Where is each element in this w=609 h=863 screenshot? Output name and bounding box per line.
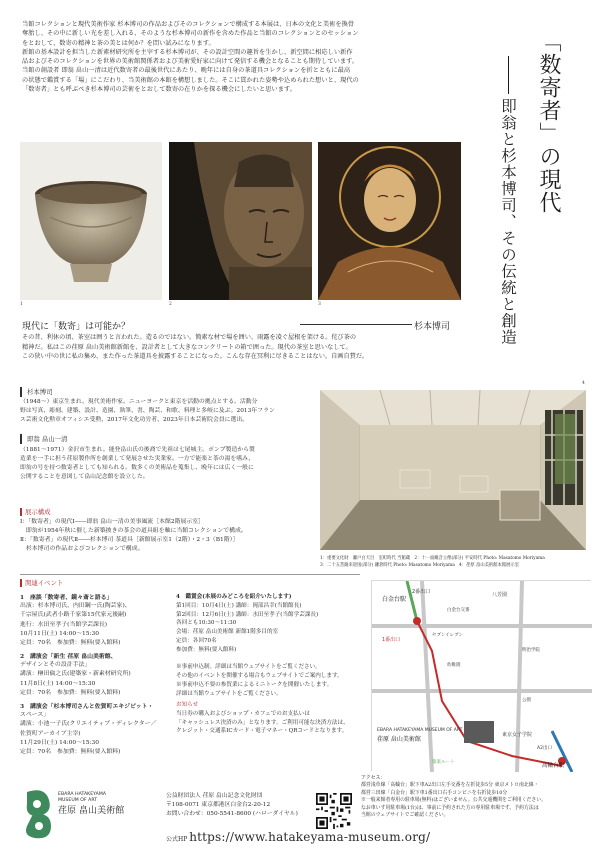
map-label: 明治学院 [522, 648, 540, 653]
buddha-statue-photo [169, 142, 312, 300]
footer-url[interactable]: 公式HP https://www.hatakeyama-museum.org/ [166, 830, 431, 844]
tea-bowl-photo [20, 142, 162, 300]
map-label: 荏原 畠山美術館 [377, 736, 421, 743]
section-rule [20, 574, 360, 575]
gallery-room-photo [320, 390, 586, 550]
section-events-heading: 関連イベント [25, 579, 64, 587]
access-info: アクセス： 都営浅草線「高輪台」駅下車A2出口左手交番を左折徒歩5分 東京メトロ南北線・ 都営三田線「白金台」駅下車1番出口右手コンビニを右折徒歩10分 ※一般来館者専用の駐車場(無料)はございません。公共交通機関をご利用ください。 なお車いす用駐車場(1台)は、事前に予約された方の専用駐車場です。予約方法は 当館のウェブサイトでご確認ください。 [361, 775, 547, 819]
map-label: EBARA HATAKEYAMA MUSEUM OF ART [377, 728, 463, 733]
map-label: セブンイレブン [432, 633, 463, 638]
map-label: 公園 [522, 698, 531, 703]
bio-sugimoto [20, 387, 308, 397]
bio-sokuo [20, 434, 308, 444]
photo-number: 4 [582, 381, 585, 386]
essay-text: その昔、利休の頃、茶室は囲うと言われた。造るのではない。簡素な材で場を囲い、雨露を凌ぐ屋根を架ける。侘び茶の 精神だ。私はこの荏原 畠山美術館新館を、設計者として大きなコンクリートの箱で囲った。現代の茶室と思いなして。 この狭い中の世に私の集め、また作った茶道具を披露することになった。こんな存在冥利に尽きることはない。自画自賛だ。 [22, 334, 369, 360]
map-label: 2番出口 [412, 589, 431, 595]
map-label: 猿楽ルート [432, 760, 455, 765]
title-dash [508, 56, 509, 94]
intro-text: 当館コレクションと現代美術作家 杉本博司の作品およびそのコレクションで構成する本展は、日本の文化と美術を換骨 奪胎し、その中に新しい光を差し入れる、そのような杉本博司の新作を含めた作品と当館のコレクションとのセッション をとおして、数寄の精神と茶の美とは何か？を問い試みになります。 新館の基本設計を担当した新素材研究所を主宰する杉本博司が、その設計空間の趣旨を生かし、新空間に相応しい新作 品およびそのコレクションを世界の美術館関係者および美術愛好家に向けて発信する機会となることも期待しています。 当館の創設者 即翁 畠山一清は近代数寄者の最後世代にあたり、晩年には自身の茶道具コレクションを折とともに最高 の状態で鑑賞する「場」にこだわり、当美術館の本館を構想しました。そこに貫かれた姿勢や込められた想いと、現代の 「数寄者」とも呼ぶべき杉本博司の芸術をとおして数寄の在りかを探る機会にしたいと思います。 [22, 21, 359, 94]
event-1: 1 座談「数寄者、鏡々斎と語る」 出演：杉本博司氏、内田鋼一氏(陶芸家)、 千宗屋氏(武者小路千家第15代家元後嗣) 進行：水田至孝子(当館学芸課長) 10月11日(土) 14:00～15:30 定員：70名 参加費：無料(要入館料) [20, 594, 131, 647]
map-label: 白金台交番 [447, 608, 470, 613]
bio-sokuo-text: （1881～1971）金沢市生まれ。能登畠山氏の後裔で先祖は七尾城主。ポンプ製造から製 造業を一手に担う荏原製作所を創業して発展させた実業家。一方で能楽と茶の湯を嗜み、 即翁の号を持つ数寄者としても知られる。数多くの美術品を蒐集し、晩年には広く一般に 公開することを意図して畠山記念館を設立した。 [20, 447, 255, 480]
page-subtitle: 即翁と杉本博司、その伝統と創造 [499, 98, 517, 346]
map-label: 東京女子学院 [502, 732, 533, 738]
photo-number: 3 [318, 302, 321, 307]
essay-author: 杉本博司 [414, 322, 451, 332]
essay-heading-rule [300, 324, 412, 325]
section-bar [20, 508, 22, 516]
footer-logo-jp: 荏原 畠山美術館 [58, 806, 125, 816]
bio-name: 杉本博司 [27, 388, 53, 396]
footer-info: 公益財団法人 荏原 畠山記念文化財団 〒108-0071 東京都港区白金台2-20-12 お問い合わせ：050-5541-8600 (ハローダイヤル) [166, 793, 298, 817]
bodhisattva-painting-photo [318, 142, 461, 300]
bio-sugimoto-text: （1948～）東京生まれ。現代美術作家。ニューヨークと東京を活動の拠点とする。活動分 野は写真、彫刻、建築、設計、造園、執筆、書、陶芸、和歌、料理と多岐に及ぶ。2013年フラン ス芸術文化勲章オフィシエ受勲、2017年文化功労者、2023年日本芸術院会員に選出。 [20, 399, 275, 423]
page-title: 「数寄者」の現代 [536, 30, 561, 214]
photo-number: 1 [20, 302, 23, 307]
map-label: 八芳園 [492, 592, 508, 598]
access-map [371, 580, 591, 771]
essay-heading: 現代に「数寄」は可能か？ [22, 322, 131, 332]
notice: お知らせ 当日券の購入およびショップ・カフェでのお支払いは 「キャッシュレス決済のみ」となります。ご利用可能な決済方法は、 クレジット・交通系ICカード・電子マネー・QRコードとなります。 [176, 701, 366, 736]
map-label: 高輪台駅 [542, 763, 565, 769]
map-label: 白金台駅 [382, 596, 407, 603]
photo-caption: 1：重要文化財 瀬戸白天目 室町時代 当館蔵 2：十一面観音立像(部分) 平安時代 Photo: Masatomo Moriyama 3：二十五菩薩来迎図(部分) 鎌倉時代 Photo: Masatomo Moriyama 4：荏原 畠山美術館本館展示室 [320, 556, 545, 568]
section-bar [20, 579, 22, 587]
qr-code[interactable] [316, 793, 352, 829]
map-label: 1番出口 [382, 637, 401, 643]
notice-heading: お知らせ [176, 702, 199, 708]
event-2: 2 講演会「新生 荏原 畠山美術館、 デザインとその設計手法」 講演：榊田倫之氏(建築家・新素材研究所) 11月8日(土) 14:00～15:30 定員：70名 参加費：無料(要入館料) [20, 653, 131, 696]
bio-name: 即翁 畠山一清 [27, 435, 68, 443]
event-4: 4 鑑賞会(本展のみどころを紹介いたします) 第1回目：10月4日(土) 講師：岡部昌幸(当館館長) 第2回目：12月6日(土) 講師：水田至孝子(当館学芸課長) 各回とも10:30～11:30 会場：荏原 畠山美術館 新館1階多目的室 定員：各回70名 参加費：無料(要入館料) ※事前申込制。詳細は当館ウェブサイトをご覧ください。 その他のイベントを開催する場合もウェブサイトでご案内します。 ※事前申込不要の参賀業によるミニトークを開催いたします。 詳細は当館ウェブサイトをご覧ください。 [176, 594, 343, 697]
map-label: A2出口 [537, 746, 552, 751]
section-composition-heading: 展示構成 [25, 508, 51, 516]
footer-logo-text: EBARA HATAKEYAMA MUSEUM OF ART [58, 792, 107, 803]
event-3: 3 講演会「杉本博司さんと佐賀町エキジビット・ スペース」 講演：小池一子氏(クリエイティブ・ディレクター／ 佐賀町アーカイブ主宰) 11月29日(土) 14:00～15:30 定員：70名 参加費：無料(要入館料) [20, 703, 157, 756]
exhibition-composition: Ⅰ：「数寄者」の現代Ⅰ――即翁 畠山一清の美事風流［本館2階展示室］ 即翁が1954年秋に催した新築披きの茶会の道具組を軸に当館コレクションで構成。 Ⅱ：「数寄者」の現代Ⅱ――杉本博司 茶道具［新館展示室1（2階）・2・3（B1階）］ 杉本博司の作品およびコレクションで構成。 [20, 519, 247, 552]
museum-logo [19, 786, 59, 846]
photo-number: 2 [169, 302, 172, 307]
map-label: 幼稚園 [447, 663, 461, 668]
